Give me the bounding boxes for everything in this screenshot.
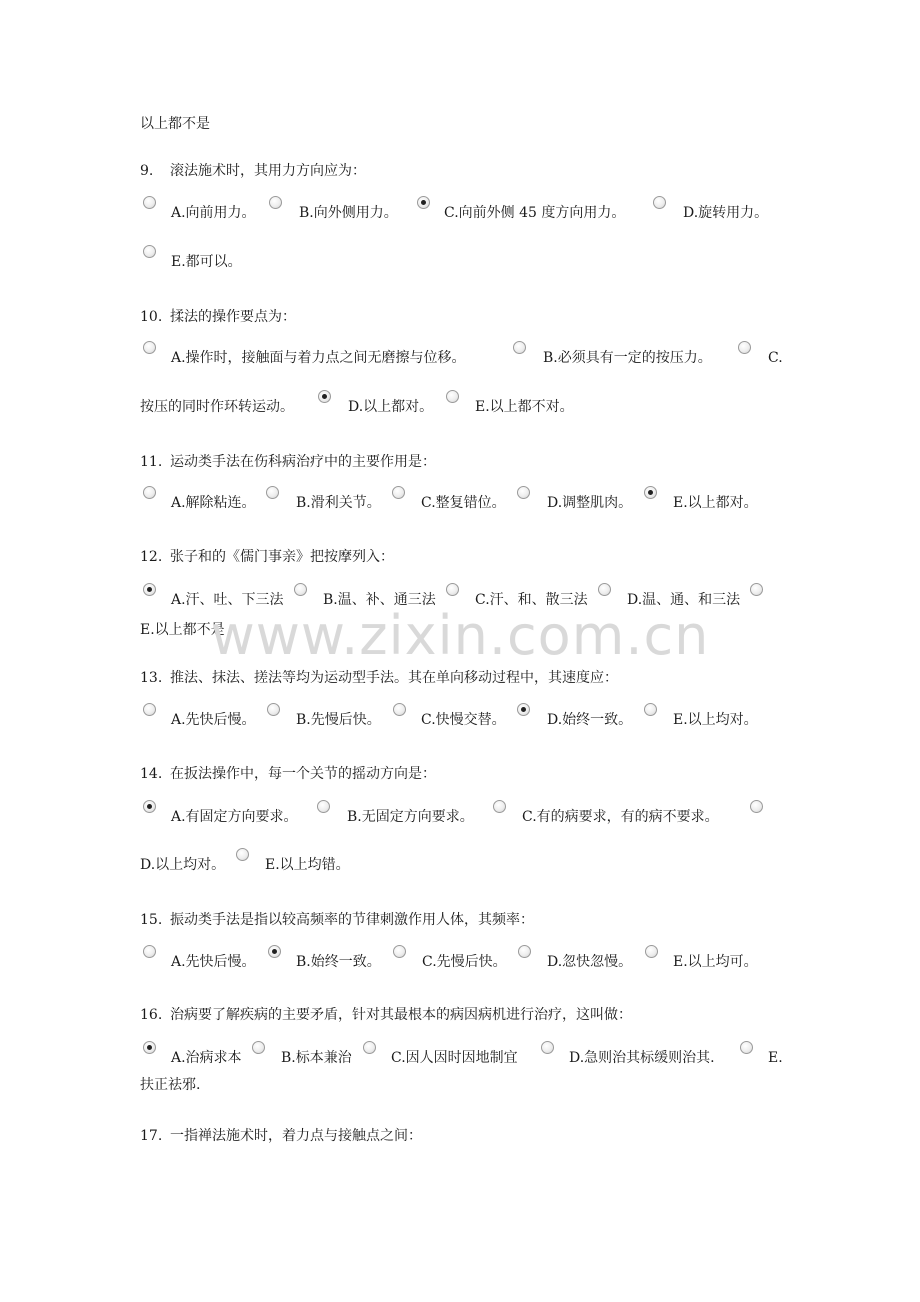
- option-label: C.汗、和、散三法: [475, 592, 588, 608]
- question-9-stem: [140, 161, 366, 181]
- option-label: D.旋转用力。: [683, 205, 769, 221]
- option-label: B.先慢后快。: [296, 712, 381, 728]
- radio-icon[interactable]: [598, 583, 611, 596]
- option-label: B.必须具有一定的按压力。: [543, 350, 712, 366]
- question-number: 15.: [140, 912, 163, 928]
- option-label: B.滑利关节。: [296, 495, 381, 511]
- question-number: 9.: [140, 163, 154, 179]
- question-12-stem: [140, 547, 394, 567]
- radio-icon[interactable]: [143, 196, 156, 209]
- option-label: D.始终一致。: [547, 712, 633, 728]
- question-text: 揉法的操作要点为：: [170, 309, 296, 325]
- prev-question-tail: 以上都不是: [140, 116, 210, 132]
- question-text: 滚法施术时，其用力方向应为：: [170, 163, 366, 179]
- radio-icon[interactable]: [541, 1041, 554, 1054]
- question-text: 张子和的《儒门事亲》把按摩列入：: [170, 549, 394, 565]
- option-label: E.以上都不对。: [475, 399, 574, 415]
- option-label: D.温、通、和三法: [627, 592, 741, 608]
- option-label: C.因人因时因地制宜: [391, 1050, 518, 1066]
- question-number: 16.: [140, 1007, 163, 1023]
- option-label: E.以上均对。: [673, 712, 758, 728]
- question-11-stem: [140, 452, 436, 472]
- radio-icon[interactable]: [143, 945, 156, 958]
- question-15-stem: [140, 910, 534, 930]
- radio-icon[interactable]: [513, 341, 526, 354]
- question-text: 在扳法操作中，每一个关节的摇动方向是：: [170, 766, 436, 782]
- question-14-stem: [140, 764, 436, 784]
- option-label: D.忽快忽慢。: [547, 954, 633, 970]
- option-label: E.以上都对。: [673, 495, 758, 511]
- option-label: A.汗、吐、下三法: [171, 592, 284, 608]
- radio-icon[interactable]: [143, 800, 156, 813]
- radio-icon[interactable]: [493, 800, 506, 813]
- option-label: E.以上均可。: [673, 954, 758, 970]
- radio-icon[interactable]: [269, 196, 282, 209]
- option-label: C.快慢交替。: [421, 712, 506, 728]
- question-text: 推法、抹法、搓法等均为运动型手法。其在单向移动过程中，其速度应：: [170, 670, 618, 686]
- radio-icon[interactable]: [417, 196, 430, 209]
- question-number: 10.: [140, 309, 163, 325]
- radio-icon[interactable]: [236, 848, 249, 861]
- option-label: B.标本兼治: [281, 1050, 352, 1066]
- option-label: A.先快后慢。: [171, 712, 256, 728]
- radio-icon[interactable]: [317, 800, 330, 813]
- question-10-stem: [140, 307, 296, 327]
- watermark: www.zixin.com.cn: [210, 604, 710, 667]
- option-label: A.有固定方向要求。: [171, 809, 298, 825]
- question-number: 13.: [140, 670, 163, 686]
- option-label: C.先慢后快。: [422, 954, 507, 970]
- radio-icon[interactable]: [267, 703, 280, 716]
- radio-icon[interactable]: [252, 1041, 265, 1054]
- option-label: D.调整肌肉。: [547, 495, 633, 511]
- radio-icon[interactable]: [446, 390, 459, 403]
- option-label: A.解除粘连。: [171, 495, 256, 511]
- radio-icon[interactable]: [143, 583, 156, 596]
- radio-icon[interactable]: [143, 703, 156, 716]
- option-12-e-label: E.以上都不是: [140, 622, 225, 638]
- question-text: 治病要了解疾病的主要矛盾，针对其最根本的病因病机进行治疗，这叫做：: [170, 1007, 632, 1023]
- option-label: D.急则治其标缓则治其.: [569, 1050, 715, 1066]
- option-label: E.: [768, 1050, 783, 1066]
- radio-icon[interactable]: [518, 945, 531, 958]
- option-label: B.温、补、通三法: [323, 592, 436, 608]
- option-label: E.都可以。: [171, 254, 242, 270]
- radio-icon[interactable]: [644, 703, 657, 716]
- radio-icon[interactable]: [143, 1041, 156, 1054]
- option-label: D.以上都对。: [348, 399, 434, 415]
- radio-icon[interactable]: [750, 800, 763, 813]
- question-number: 12.: [140, 549, 163, 565]
- option-14-d-label: D.以上均对。: [140, 857, 226, 873]
- radio-icon[interactable]: [517, 486, 530, 499]
- radio-icon[interactable]: [517, 703, 530, 716]
- radio-icon[interactable]: [294, 583, 307, 596]
- option-label: C.整复错位。: [421, 495, 506, 511]
- option-label: C.: [768, 350, 783, 366]
- option-label: E.以上均错。: [265, 857, 350, 873]
- radio-icon[interactable]: [644, 486, 657, 499]
- radio-icon[interactable]: [738, 341, 751, 354]
- question-number: 17.: [140, 1128, 163, 1144]
- option-label: B.无固定方向要求。: [347, 809, 474, 825]
- option-label: A.治病求本: [171, 1050, 242, 1066]
- question-number: 14.: [140, 766, 163, 782]
- radio-icon[interactable]: [268, 945, 281, 958]
- radio-icon[interactable]: [393, 703, 406, 716]
- question-text: 一指禅法施术时，着力点与接触点之间：: [170, 1128, 422, 1144]
- radio-icon[interactable]: [393, 945, 406, 958]
- question-text: 运动类手法在伤科病治疗中的主要作用是：: [170, 454, 436, 470]
- question-text: 振动类手法是指以较高频率的节律刺激作用人体，其频率：: [170, 912, 534, 928]
- radio-icon[interactable]: [740, 1041, 753, 1054]
- radio-icon[interactable]: [318, 390, 331, 403]
- option-label: C.向前外侧 45 度方向用力。: [444, 205, 626, 221]
- radio-icon[interactable]: [653, 196, 666, 209]
- radio-icon[interactable]: [143, 245, 156, 258]
- radio-icon[interactable]: [392, 486, 405, 499]
- question-13-stem: [140, 668, 618, 688]
- radio-icon[interactable]: [266, 486, 279, 499]
- question-16-stem: [140, 1005, 632, 1025]
- option-label: C.有的病要求，有的病不要求。: [522, 809, 719, 825]
- option-label: A.先快后慢。: [171, 954, 256, 970]
- option-label: A.操作时，接触面与着力点之间无磨擦与位移。: [171, 350, 466, 366]
- option-label: B.始终一致。: [296, 954, 381, 970]
- question-17-stem: [140, 1126, 422, 1146]
- radio-icon[interactable]: [446, 583, 459, 596]
- option-10-c-continued: 按压的同时作环转运动。: [140, 399, 294, 415]
- question-number: 11.: [140, 454, 163, 470]
- option-label: B.向外侧用力。: [299, 205, 398, 221]
- question-10-options-line2: [140, 397, 294, 417]
- radio-icon[interactable]: [143, 341, 156, 354]
- radio-icon[interactable]: [363, 1041, 376, 1054]
- radio-icon[interactable]: [645, 945, 658, 958]
- option-16-e-continued: 扶正祛邪.: [140, 1077, 201, 1093]
- radio-icon[interactable]: [750, 583, 763, 596]
- radio-icon[interactable]: [143, 486, 156, 499]
- option-label: A.向前用力。: [171, 205, 256, 221]
